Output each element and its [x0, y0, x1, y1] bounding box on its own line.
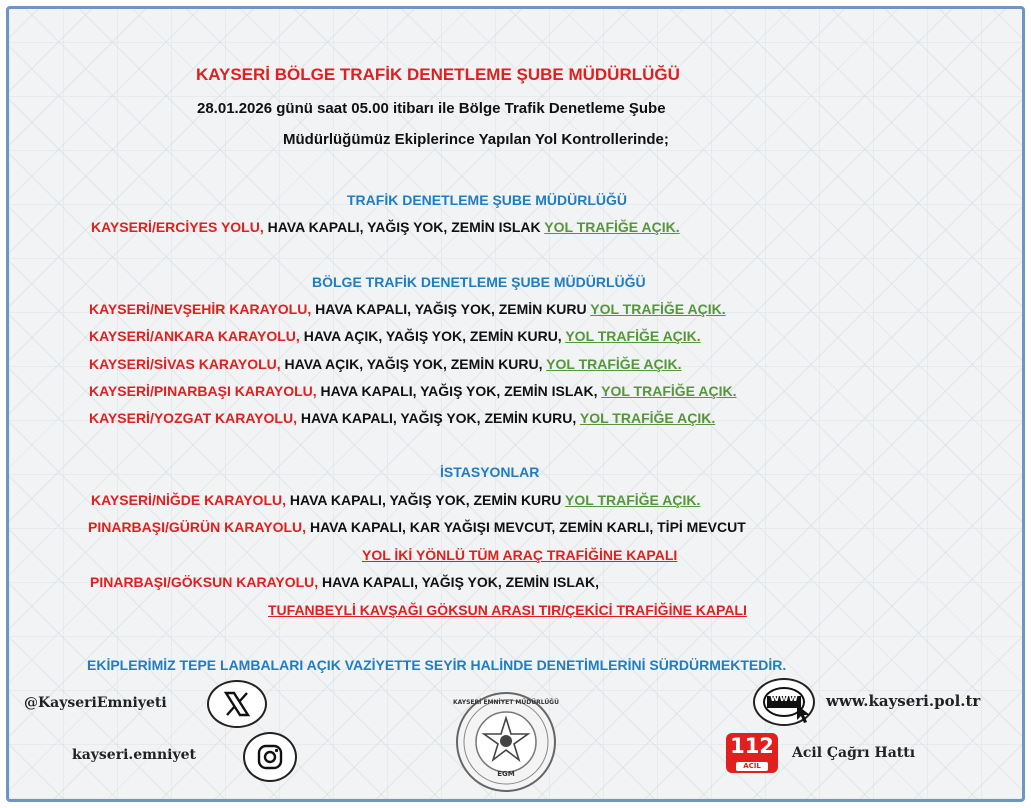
emergency-label: Acil Çağrı Hattı — [792, 745, 916, 761]
road-row — [91, 218, 680, 236]
road-name: KAYSERİ/NEVŞEHİR KARAYOLU, — [89, 301, 312, 317]
road-name: KAYSERİ/NİĞDE KARAYOLU, — [91, 492, 287, 508]
road-conditions: HAVA KAPALI, KAR YAĞIŞI MEVCUT, ZEMİN KARLI, TİPİ MEVCUT — [306, 519, 746, 535]
road-status: YOL TRAFİĞE AÇIK. — [590, 301, 726, 317]
road-name: KAYSERİ/SİVAS KARAYOLU, — [89, 356, 281, 372]
road-name: PINARBAŞI/GÜRÜN KARAYOLU, — [88, 519, 307, 535]
road-conditions: HAVA KAPALI, YAĞIŞ YOK, ZEMİN ISLAK — [263, 219, 545, 235]
seal-ring-text: KAYSERİ EMNİYET MÜDÜRLÜĞÜ — [453, 699, 559, 706]
emergency-112-icon[interactable] — [726, 733, 778, 773]
road-status: YOL TRAFİĞE AÇIK. — [601, 383, 737, 399]
road-conditions: HAVA KAPALI, YAĞIŞ YOK, ZEMİN ISLAK, — [316, 383, 602, 399]
road-conditions: HAVA KAPALI, YAĞIŞ YOK, ZEMİN KURU — [286, 492, 566, 508]
section-heading-traffic-control: TRAFİK DENETLEME ŞUBE MÜDÜRLÜĞÜ — [347, 192, 627, 208]
road-conditions: HAVA KAPALI, YAĞIŞ YOK, ZEMİN KURU, — [296, 410, 580, 426]
road-conditions: HAVA AÇIK, YAĞIŞ YOK, ZEMİN KURU, — [299, 328, 566, 344]
road-status: YOL TRAFİĞE AÇIK. — [579, 410, 716, 426]
road-closure-status: YOL İKİ YÖNLÜ TÜM ARAÇ TRAFİĞİNE KAPALI — [362, 547, 678, 563]
emergency-number: 112 — [730, 734, 774, 758]
road-row — [89, 409, 715, 427]
road-conditions: HAVA AÇIK, YAĞIŞ YOK, ZEMİN KURU, — [280, 356, 547, 372]
road-name: PINARBAŞI/GÖKSUN KARAYOLU, — [90, 574, 319, 590]
section-heading-regional-traffic: BÖLGE TRAFİK DENETLEME ŞUBE MÜDÜRLÜĞÜ — [312, 274, 646, 290]
road-status: YOL TRAFİĞE AÇIK. — [565, 328, 701, 344]
x-handle[interactable]: @KayseriEmniyeti — [24, 695, 167, 711]
website-url[interactable]: www.kayseri.pol.tr — [826, 692, 981, 710]
website-badge-text: www — [770, 693, 798, 704]
instagram-icon[interactable] — [243, 732, 297, 782]
cursor-icon — [796, 704, 814, 729]
subtitle-line-1: 28.01.2026 günü saat 05.00 itibarı ile Bölge Trafik Denetleme Şube — [197, 100, 666, 117]
x-logo-icon[interactable] — [207, 680, 267, 728]
road-status: YOL TRAFİĞE AÇIK. — [546, 356, 682, 372]
road-row — [89, 355, 682, 373]
police-seal — [450, 690, 562, 794]
road-row — [89, 382, 736, 400]
road-name: KAYSERİ/ERCİYES YOLU, — [91, 219, 264, 235]
road-name: KAYSERİ/ANKARA KARAYOLU, — [89, 328, 300, 344]
announcement-card — [6, 6, 1025, 802]
road-row — [91, 491, 700, 509]
seal-badge-text: EGM — [497, 770, 515, 778]
subtitle-line-2: Müdürlüğümüz Ekiplerince Yapılan Yol Kontrollerinde; — [283, 131, 669, 148]
section-heading-stations: İSTASYONLAR — [440, 464, 540, 480]
emergency-badge: ACİL — [736, 762, 768, 771]
road-row — [89, 327, 701, 345]
road-name: KAYSERİ/YOZGAT KARAYOLU, — [89, 410, 297, 426]
road-conditions: HAVA KAPALI, YAĞIŞ YOK, ZEMİN KURU — [311, 301, 591, 317]
road-status: YOL TRAFİĞE AÇIK. — [544, 219, 680, 235]
instagram-handle[interactable]: kayseri.emniyet — [72, 747, 196, 763]
page-title: KAYSERİ BÖLGE TRAFİK DENETLEME ŞUBE MÜDÜRLÜĞÜ — [196, 65, 680, 84]
road-row — [88, 518, 746, 536]
road-row — [89, 300, 726, 318]
road-name: KAYSERİ/PINARBAŞI KARAYOLU, — [89, 383, 317, 399]
truck-closure-status: TUFANBEYLİ KAVŞAĞI GÖKSUN ARASI TIR/ÇEKİCİ TRAFİĞİNE KAPALI — [268, 602, 747, 618]
footer-note: EKİPLERİMİZ TEPE LAMBALARI AÇIK VAZİYETTE SEYİR HALİNDE DENETİMLERİNİ SÜRDÜRMEKTEDİR. — [87, 657, 787, 673]
road-conditions: HAVA KAPALI, YAĞIŞ YOK, ZEMİN ISLAK, — [318, 574, 599, 590]
road-status: YOL TRAFİĞE AÇIK. — [565, 492, 701, 508]
road-row — [90, 573, 599, 591]
